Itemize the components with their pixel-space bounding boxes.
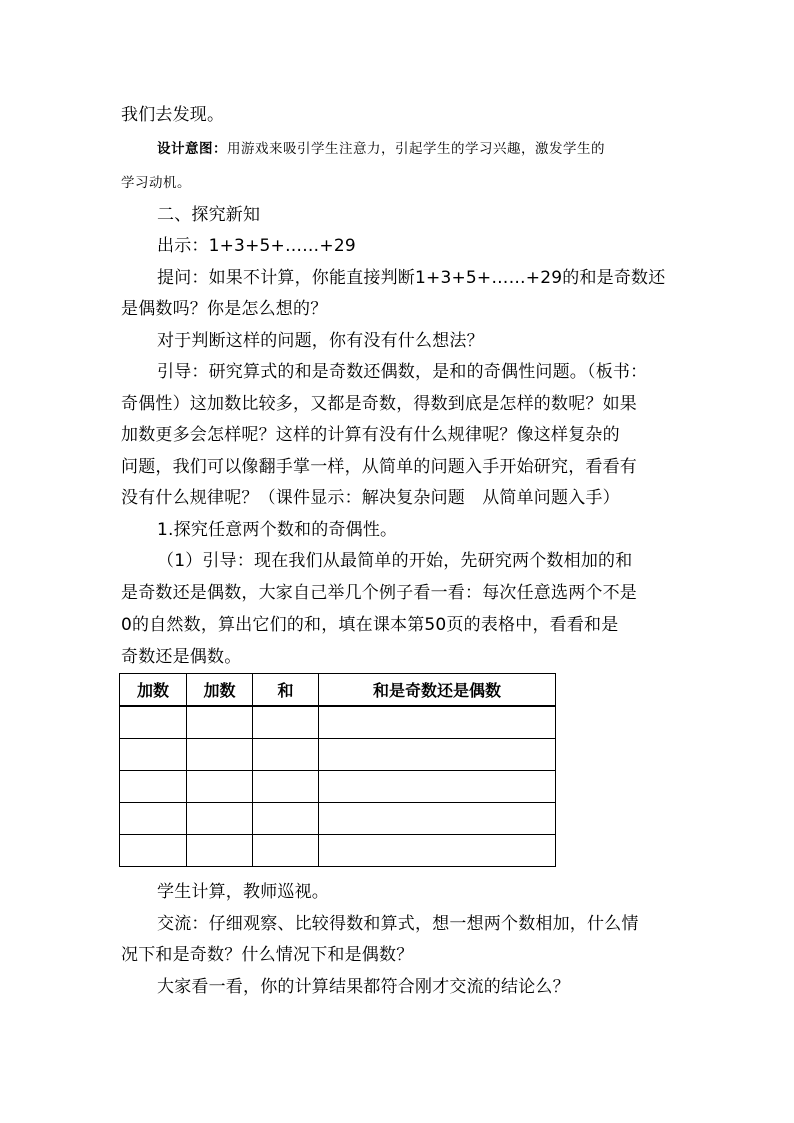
text-line: 0的自然数，算出它们的和，填在课本第50页的表格中，看看和是 bbox=[121, 615, 619, 635]
text-line: 问题，我们可以像翻手掌一样，从简单的问题入手开始研究，看看有 bbox=[121, 457, 637, 477]
table-cell bbox=[319, 803, 556, 835]
design-intent-label: 设计意图： bbox=[157, 141, 227, 157]
text-line: 奇偶性）这加数比较多，又都是奇数，得数到底是怎样的数呢？如果 bbox=[121, 394, 637, 414]
text-line: 我们去发现。 bbox=[121, 105, 225, 125]
text-line: 提问：如果不计算，你能直接判断1+3+5+……+29的和是奇数还 bbox=[157, 268, 666, 288]
text-line: 交流：仔细观察、比较得数和算式，想一想两个数相加，什么情 bbox=[157, 914, 639, 934]
text-line: 学生计算，教师巡视。 bbox=[157, 882, 329, 902]
header-addend-1: 加数 bbox=[120, 674, 187, 707]
table-cell bbox=[319, 771, 556, 803]
table-row bbox=[120, 706, 556, 739]
table-cell bbox=[120, 835, 187, 867]
table-row bbox=[120, 835, 556, 867]
text-line: 是奇数还是偶数，大家自己举几个例子看一看：每次任意选两个不是 bbox=[121, 583, 637, 603]
table-cell bbox=[120, 803, 187, 835]
table-cell bbox=[319, 739, 556, 771]
table-cell bbox=[253, 803, 319, 835]
text-line: 大家看一看，你的计算结果都符合刚才交流的结论么？ bbox=[157, 977, 570, 997]
table-cell bbox=[253, 771, 319, 803]
table-header-row bbox=[120, 674, 556, 707]
text-line: 1.探究任意两个数和的奇偶性。 bbox=[157, 520, 398, 540]
text-line: 对于判断这样的问题，你有没有什么想法？ bbox=[157, 331, 484, 351]
text-line: 出示：1+3+5+……+29 bbox=[157, 236, 356, 256]
table-cell bbox=[253, 835, 319, 867]
sum-parity-table bbox=[119, 673, 556, 867]
text-line: 引导：研究算式的和是奇数还偶数，是和的奇偶性问题。（板书： bbox=[157, 362, 648, 382]
header-parity: 和是奇数还是偶数 bbox=[319, 674, 556, 707]
text-line: 加数更多会怎样呢？这样的计算有没有什么规律呢？像这样复杂的 bbox=[121, 425, 620, 445]
text-line: （1）引导：现在我们从最简单的开始，先研究两个数相加的和 bbox=[157, 551, 633, 571]
table-row bbox=[120, 739, 556, 771]
text-line: 奇数还是偶数。 bbox=[121, 647, 242, 667]
text-line: 况下和是奇数？什么情况下和是偶数？ bbox=[121, 945, 414, 965]
table-cell bbox=[187, 739, 253, 771]
table-cell bbox=[319, 706, 556, 739]
text-line: 没有什么规律呢？（课件显示：解决复杂问题 从简单问题入手） bbox=[121, 488, 620, 508]
table-cell bbox=[187, 706, 253, 739]
table-cell bbox=[253, 706, 319, 739]
table-cell bbox=[120, 771, 187, 803]
design-intent-text-cont: 学习动机。 bbox=[121, 175, 191, 191]
table-row bbox=[120, 803, 556, 835]
design-intent-note bbox=[157, 139, 605, 159]
table-row bbox=[120, 771, 556, 803]
section-heading: 二、探究新知 bbox=[157, 205, 261, 225]
table-cell bbox=[120, 739, 187, 771]
table-cell bbox=[120, 706, 187, 739]
table-cell bbox=[187, 771, 253, 803]
text-line: 是偶数吗？你是怎么想的？ bbox=[121, 299, 328, 319]
header-sum: 和 bbox=[253, 674, 319, 707]
table-cell bbox=[187, 803, 253, 835]
design-intent-text: 用游戏来吸引学生注意力，引起学生的学习兴趣，激发学生的 bbox=[227, 141, 605, 157]
table-cell bbox=[319, 835, 556, 867]
header-addend-2: 加数 bbox=[187, 674, 253, 707]
table-cell bbox=[253, 739, 319, 771]
table-cell bbox=[187, 835, 253, 867]
